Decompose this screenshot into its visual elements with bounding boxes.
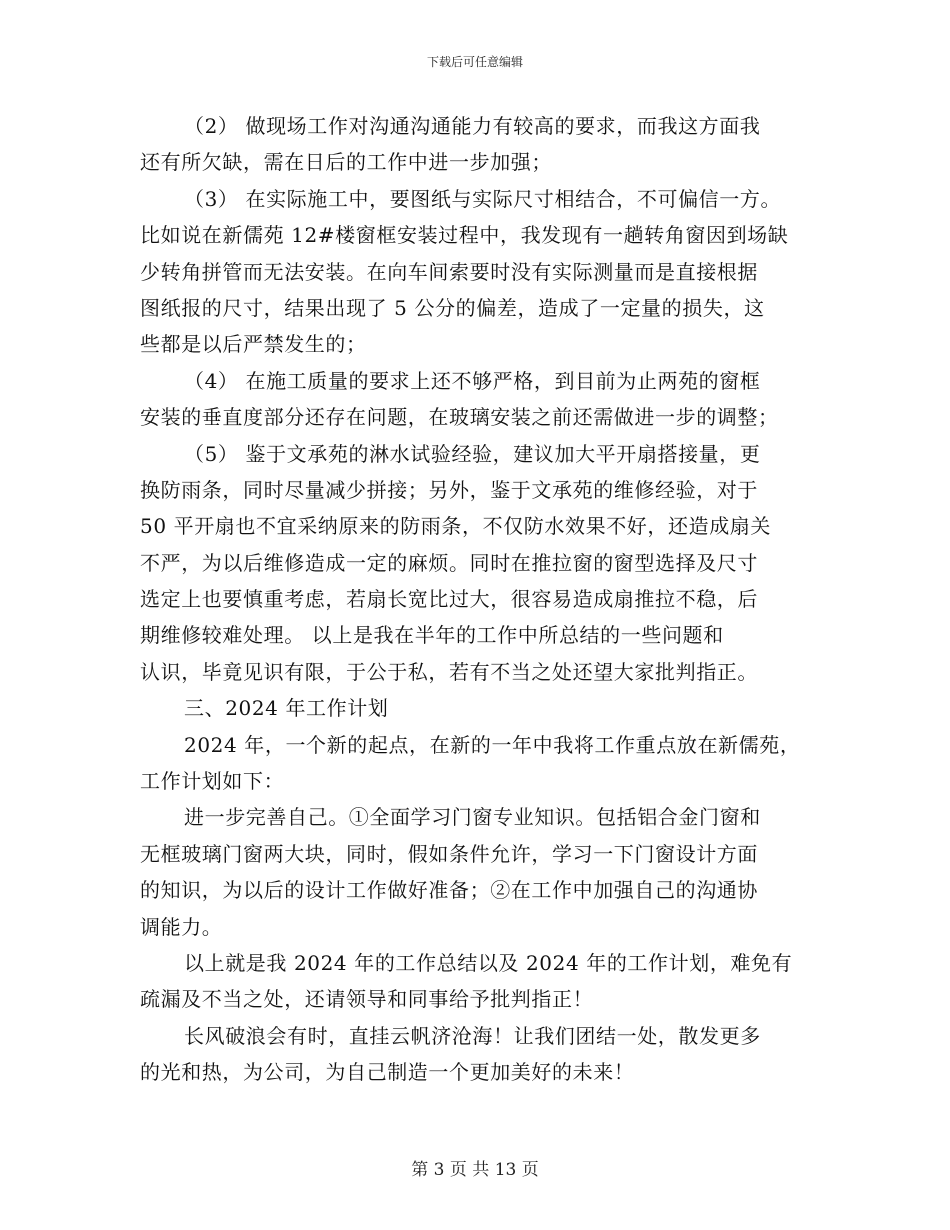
page-footer: 第 3 页 共 13 页 — [411, 1160, 539, 1180]
text-line: 图纸报的尺寸，结果出现了 5 公分的偏差，造成了一定量的损失，这 — [140, 295, 765, 320]
text-line: 换防雨条，同时尽量减少拼接；另外，鉴于文承苑的维修经验，对于 — [140, 477, 758, 502]
text-line: 进一步完善自己。①全面学习门窗专业知识。包括铝合金门窗和 — [184, 805, 761, 830]
text-line: 以上就是我 2024 年的工作总结以及 2024 年的工作计划，难免有 — [184, 950, 793, 975]
document-body — [140, 108, 812, 1091]
text-line: 少转角拼管而无法安装。在向车间索要时没有实际测量而是直接根据 — [140, 259, 758, 284]
text-line: 工作计划如下： — [140, 769, 285, 794]
text-line: 调能力。 — [140, 914, 223, 939]
text-line: 不严，为以后维修造成一定的麻烦。同时在推拉窗的窗型选择及尺寸 — [140, 550, 758, 575]
text-line: 2024 年，一个新的起点，在新的一年中我将工作重点放在新儒苑， — [184, 732, 801, 757]
text-line: 疏漏及不当之处，还请领导和同事给予批判指正！ — [140, 987, 594, 1012]
text-line: 些都是以后严禁发生的； — [140, 332, 367, 357]
page-header: 下载后可任意编辑 — [426, 55, 523, 69]
text-line: （4） 在施工质量的要求上还不够严格，到目前为止两苑的窗框 — [184, 368, 761, 393]
text-line: 安装的垂直度部分还存在问题，在玻璃安装之前还需做进一步的调整； — [140, 405, 779, 430]
text-line: 的知识，为以后的设计工作做好准备；②在工作中加强自己的沟通协 — [140, 878, 758, 903]
text-line: 50 平开扇也不宜采纳原来的防雨条，不仅防水效果不好，还造成扇关 — [140, 514, 772, 539]
text-line: 选定上也要慎重考虑，若扇长宽比过大，很容易造成扇推拉不稳，后 — [140, 587, 758, 612]
text-line: 还有所欠缺，需在日后的工作中进一步加强； — [140, 150, 552, 175]
text-line: 长风破浪会有时，直挂云帆济沧海！让我们团结一处，散发更多 — [184, 1023, 761, 1048]
text-line: 的光和热，为公司，为自己制造一个更加美好的未来！ — [140, 1060, 635, 1085]
text-line: （5） 鉴于文承苑的淋水试验经验，建议加大平开扇搭接量，更 — [184, 441, 761, 466]
text-line: 比如说在新儒苑 12#楼窗框安装过程中，我发现有一趟转角窗因到场缺 — [140, 223, 789, 248]
text-line: 认识，毕竟见识有限，于公于私，若有不当之处还望大家批判指正。 — [140, 659, 758, 684]
text-line: 无框玻璃门窗两大块，同时，假如条件允许，学习一下门窗设计方面 — [140, 841, 758, 866]
text-line: 期维修较难处理。 以上是我在半年的工作中所总结的一些问题和 — [140, 623, 724, 648]
text-line: （3） 在实际施工中，要图纸与实际尺寸相结合，不可偏信一方。 — [184, 186, 782, 211]
text-line: 三、2024 年工作计划 — [184, 696, 389, 721]
text-line: （2） 做现场工作对沟通沟通能力有较高的要求，而我这方面我 — [184, 114, 761, 138]
